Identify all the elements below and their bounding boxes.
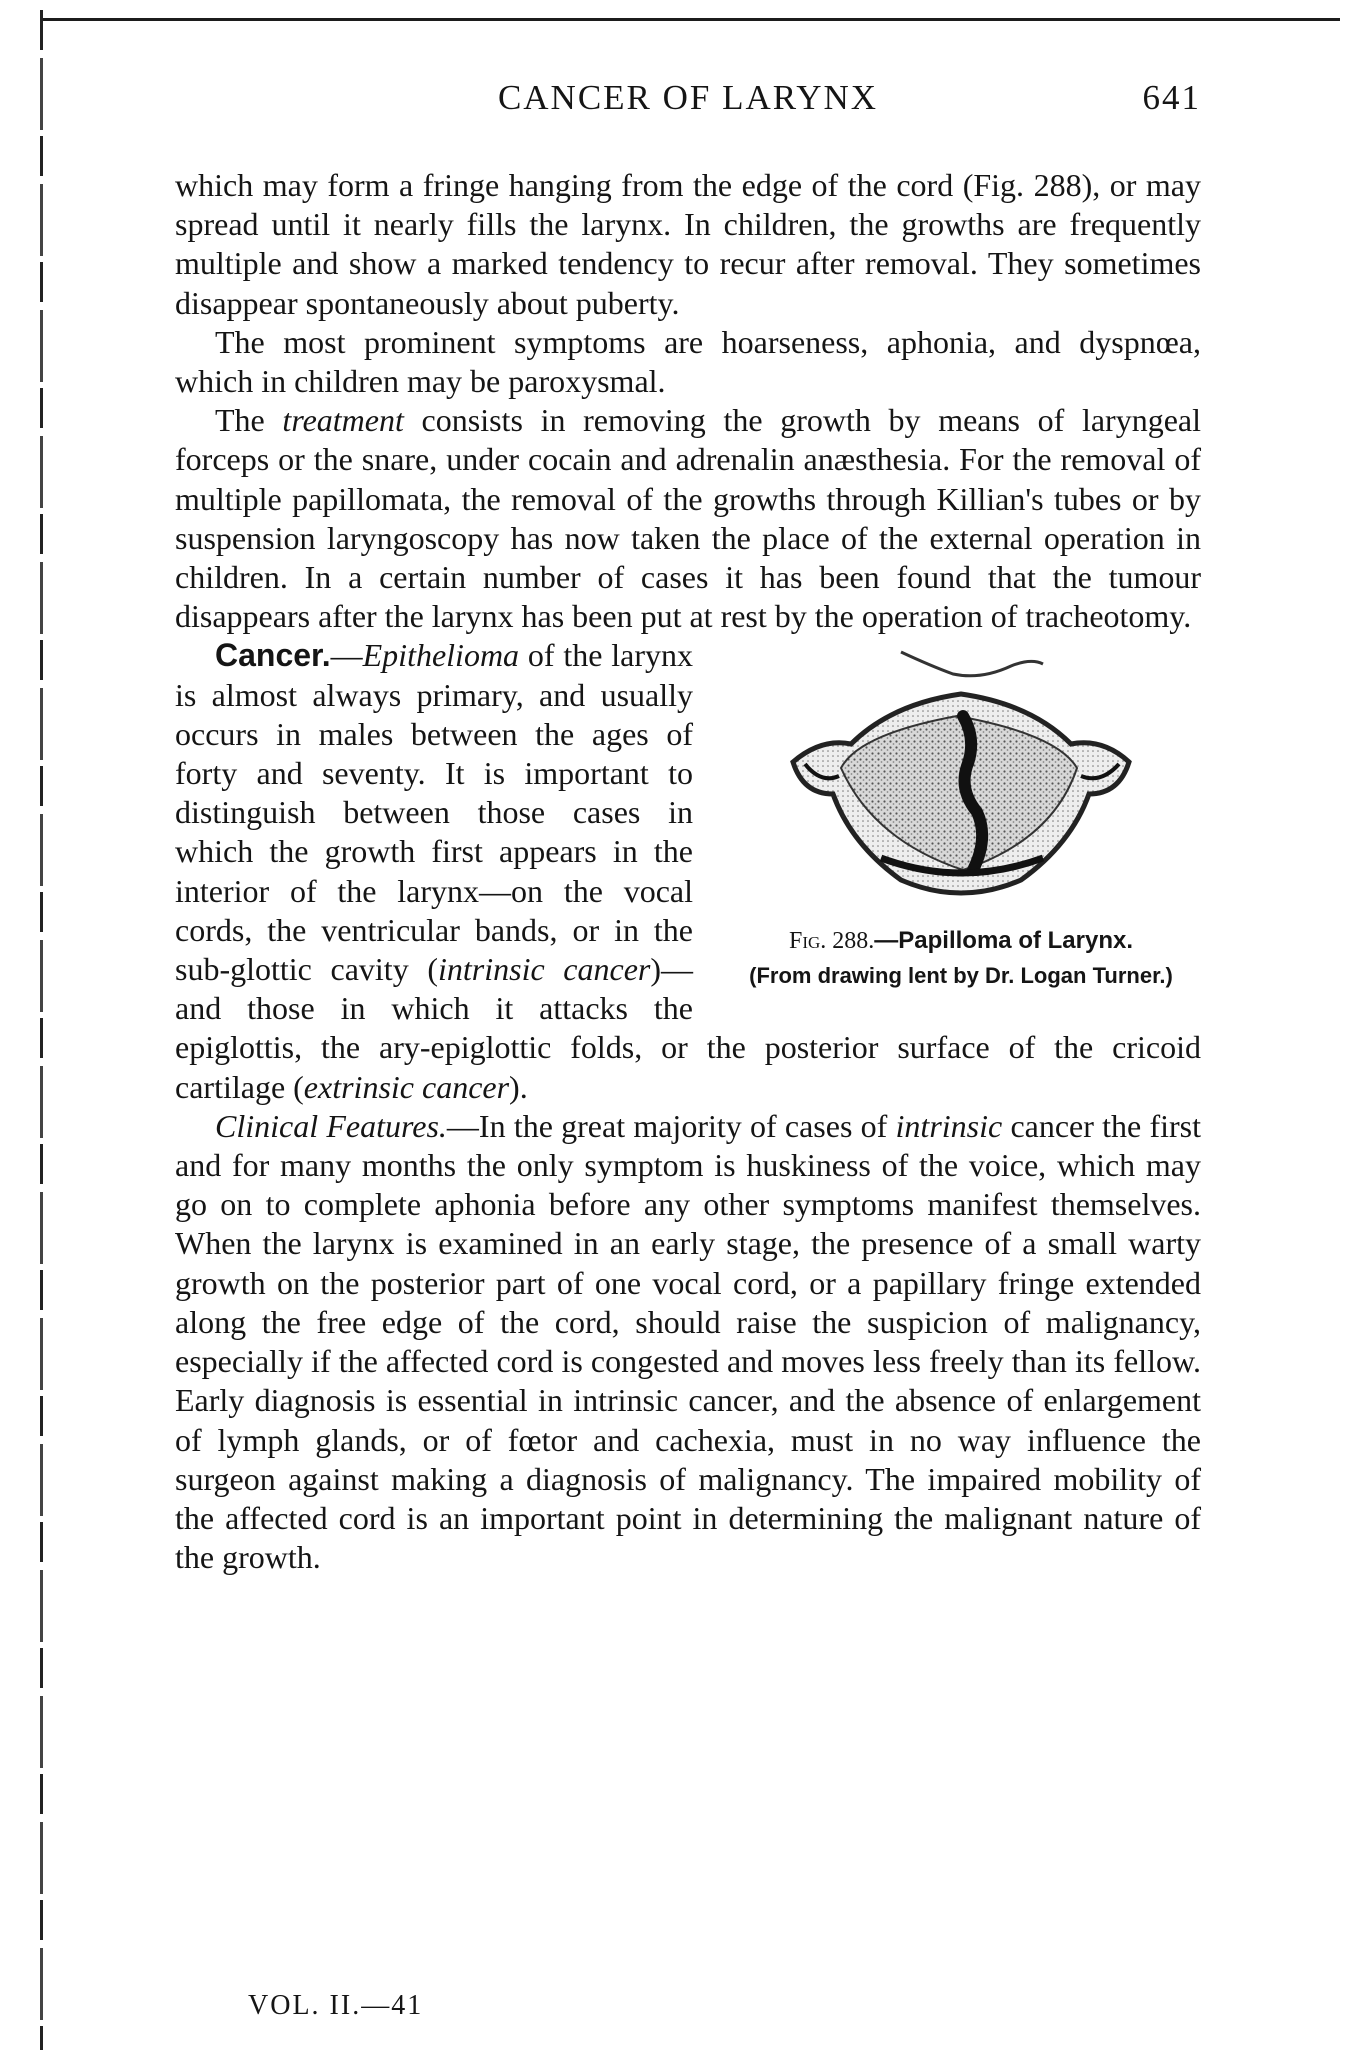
subheading-clinical-features: Clinical Features. xyxy=(215,1107,447,1144)
paragraph-clinical-features xyxy=(175,1107,1201,1577)
figure-288 xyxy=(721,644,1201,990)
term-intrinsic: intrinsic xyxy=(895,1107,1003,1144)
clinical-text: cancer the first and for many months the only symptom is huskiness of the voice, which may go on to complete aphonia before any other symptoms manifest themselves. When the larynx is examined in an early stage, the presence of a small warty growth on the posterior part of one vocal cord, or a papillary fringe extended along the free edge of the cord, should raise the suspicion of malignancy, especially if the affected cord is congested and moves less freely than its fellow. Early diagnosis is essential in intrinsic cancer, and the absence of enlargement of lymph glands, or of fœtor and cachexia, must in no way influence the surgeon against making a diagnosis of malignancy. The impaired mobility of the affected cord is an important point in determining the malignant nature of the growth. xyxy=(175,1107,1202,1576)
term-intrinsic-cancer: intrinsic cancer xyxy=(437,951,651,988)
paragraph-treatment xyxy=(175,401,1201,636)
section-heading-cancer: Cancer. xyxy=(215,637,331,674)
paragraph-papilloma-continued: which may form a fringe hanging from the edge of the cord (Fig. 288), or may spread until it nearly fills the larynx. In children, the growths are frequently multiple and show a marked tendency to recur after removal. They sometimes disappear spontaneously about puberty. xyxy=(175,167,1201,321)
figure-label: Fig. 288. xyxy=(788,928,875,955)
figure-credit: (From drawing lent by Dr. Logan Turner.) xyxy=(749,963,1173,989)
signature-mark: VOL. II.—41 xyxy=(248,1990,424,2021)
treatment-term: treatment xyxy=(282,402,404,439)
scan-edge-top xyxy=(40,18,1340,21)
term-epithelioma: Epithelioma xyxy=(362,637,520,674)
larynx-papilloma-illustration xyxy=(781,644,1141,914)
treatment-text: consists in removing the growth by means of laryngeal forceps or the snare, under cocain and adrenalin anæsthesia. For the removal of multiple papillomata, the removal of the growths through Killian's tubes or by suspension laryngoscopy has now taken the place of the external operation in children. In a certain number of cases it has been found that the tumour disappears after the larynx has been put at rest by the operation of tracheotomy. xyxy=(175,402,1201,635)
page-number: 641 xyxy=(1142,78,1201,117)
figure-caption xyxy=(721,926,1201,956)
running-head: CANCER OF LARYNX xyxy=(497,78,879,117)
cancer-text-2: )—and those in which it attacks the epiglottis, the ary-epiglottic folds, or the posterior surface of the cricoid cartilage ( xyxy=(175,951,1201,1105)
paragraph-symptoms: The most prominent symptoms are hoarseness, aphonia, and dyspnœa, which in children may be paroxysmal. xyxy=(175,323,1201,400)
clinical-dash: —In the great majority of cases of xyxy=(446,1107,896,1144)
figure-title: —Papilloma of Larynx. xyxy=(874,927,1134,955)
cancer-text-1: of the larynx is almost always primary, and usually occurs in males between the ages of forty and seventy. It is important to distinguish between those cases in which the growth first appears in the interior of the larynx—on the vocal cords, the ventricular bands, or in the sub-glottic cavity ( xyxy=(175,637,693,988)
term-extrinsic-cancer: extrinsic cancer xyxy=(303,1068,510,1105)
page-header xyxy=(175,78,1201,126)
cancer-dash: — xyxy=(330,637,363,674)
cancer-text-3: ). xyxy=(509,1068,528,1105)
body-text xyxy=(175,166,1201,1577)
treatment-start: The xyxy=(215,402,283,439)
scan-edge-left xyxy=(40,10,43,2050)
